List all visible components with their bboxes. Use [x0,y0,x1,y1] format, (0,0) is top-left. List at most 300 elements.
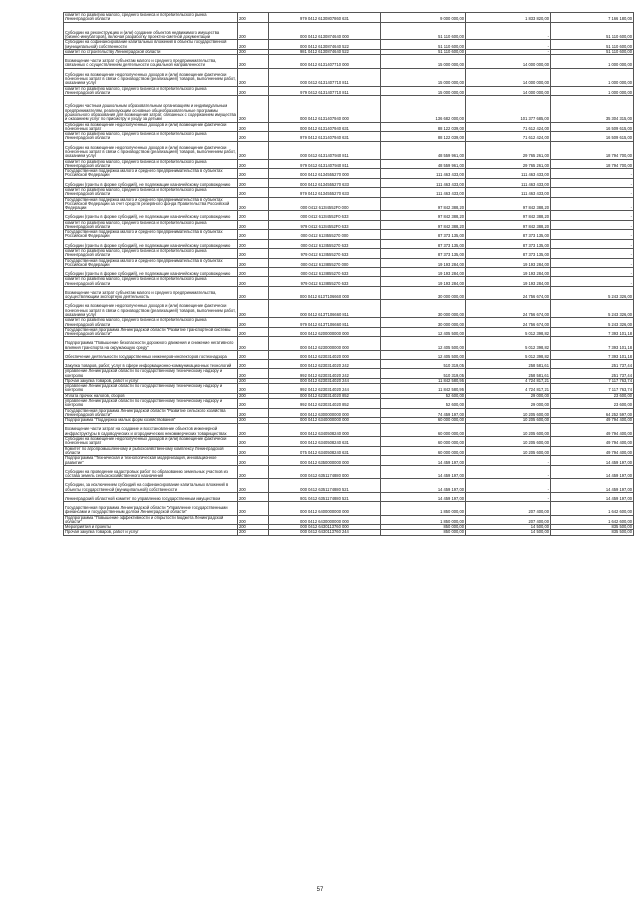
table-row [64,49,634,54]
row-code-cell: 200 [238,268,269,277]
executed-amount-cell: 111 463 433,00 [466,169,551,179]
table-row [64,132,634,142]
table-row [64,300,634,318]
budget-code-cell: 000 0412 613T106660 000 [269,286,381,300]
approved-amount-cell: 14 459 197,00 [381,479,466,493]
approved-amount-cell: 87 373 135,00 [381,230,466,240]
executed-amount-cell: 29 765 261,00 [466,159,551,169]
budget-code-cell: 000 0412 613T106660 811 [269,300,381,318]
budget-code-cell: 000 0412 6340000000 000 [269,418,381,423]
table-row [64,258,634,268]
row-code-cell: 200 [238,437,269,447]
unexecuted-amount-cell: 7 117 763,74 [551,378,634,383]
row-code-cell: 200 [238,13,269,23]
table-row [64,197,634,211]
executed-amount-cell: - [466,456,551,466]
executed-amount-cell: 71 612 424,00 [466,122,551,132]
unexecuted-amount-cell: 5 243 326,00 [551,286,634,300]
row-name-cell: Возмещение части затрат на создание и восстановление объектов инженерной инфраструктуры в садоводческих и огороднических некоммерческих товариществах [64,423,238,437]
row-code-cell: 200 [238,40,269,50]
approved-amount-cell: 88 122 039,00 [381,132,466,142]
budget-code-cell: 000 0412 6200000000 000 [269,327,381,337]
row-code-cell: 200 [238,384,269,394]
unexecuted-amount-cell: 1 642 600,00 [551,515,634,525]
row-name-cell: Субсидии на возмещение недополученных доходов и (или) возмещение фактически понесенных затрат в связи с производством (реализацией) товаров, выполнением работ, оказанием услуг [64,141,238,159]
executed-amount-cell: 5 012 398,82 [466,327,551,337]
row-name-cell: Субсидии (гранты в форме субсидий), не подлежащие казначейскому сопровождению [64,239,238,248]
approved-amount-cell: 111 463 433,00 [381,187,466,197]
budget-code-cell: 000 0412 6340508240 631 [269,437,381,447]
executed-amount-cell: 207 400,00 [466,502,551,516]
approved-amount-cell: 14 459 197,00 [381,492,466,501]
budget-code-cell: 979 0412 6130807860 631 [269,13,381,23]
row-name-cell: Государственная программа Ленинградской области "Развитие сельского хозяйства Ленинградской области" [64,408,238,418]
budget-code-cell: 992 0412 6230314020 244 [269,384,381,394]
row-name-cell: Субсидии (гранты в форме субсидий), не подлежащие казначейскому сопровождению [64,178,238,187]
row-name-cell: комитет по развитию малого, среднего бизнеса и потребительского рынка Ленинградской области [64,248,238,258]
row-name-cell: комитет по развитию малого, среднего бизнеса и потребительского рынка Ленинградской области [64,13,238,23]
executed-amount-cell: 1 833 820,00 [466,13,551,23]
table-row [64,230,634,240]
row-name-cell: Субсидии (гранты в форме субсидий), не подлежащие казначейскому сопровождению [64,211,238,220]
row-code-cell: 200 [238,68,269,86]
row-code-cell: 200 [238,248,269,258]
approved-amount-cell: 51 110 600,00 [381,49,466,54]
executed-amount-cell: 10 205 600,00 [466,423,551,437]
approved-amount-cell: 14 459 197,00 [381,456,466,466]
approved-amount-cell: 850 000,00 [381,525,466,530]
row-code-cell: 200 [238,159,269,169]
unexecuted-amount-cell: - [551,211,634,220]
table-row [64,220,634,230]
table-row [64,178,634,187]
unexecuted-amount-cell: 49 794 400,00 [551,418,634,423]
unexecuted-amount-cell: 35 304 315,00 [551,96,634,122]
table-row [64,456,634,466]
budget-code-cell: 000 0412 6230000000 000 [269,337,381,351]
row-name-cell: Подпрограмма "Поддержка малых форм хозяйствования" [64,418,238,423]
approved-amount-cell: 48 559 961,00 [381,141,466,159]
table-row [64,277,634,287]
row-code-cell: 200 [238,197,269,211]
table-row [64,465,634,479]
row-name-cell: комитет по развитию малого, среднего бизнеса и потребительского рынка Ленинградской области [64,132,238,142]
row-code-cell: 200 [238,22,269,40]
unexecuted-amount-cell: 14 459 197,00 [551,465,634,479]
approved-amount-cell: 510 319,05 [381,369,466,379]
row-name-cell: комитет по развитию малого, среднего бизнеса и потребительского рынка Ленинградской области [64,159,238,169]
unexecuted-amount-cell: 14 459 197,00 [551,479,634,493]
unexecuted-amount-cell: 251 737,44 [551,360,634,369]
row-name-cell: Подпрограмма "Техническая и технологическая модернизация, инновационное развитие" [64,456,238,466]
executed-amount-cell: 10 205 600,00 [466,437,551,447]
row-name-cell: Субсидии частным дошкольным образовательным организациям и индивидуальным предпринимателям, реализующим основные общеобразовательные программы дошкольного образования для возмещения затрат, связанных с содержанием имущества и оказанием услуг по присмотру и уходу за детьми [64,96,238,122]
table-row [64,141,634,159]
row-code-cell: 200 [238,211,269,220]
budget-code-cell: 981 0412 6130874640 522 [269,49,381,54]
approved-amount-cell: 30 000 000,00 [381,318,466,328]
table-row [64,369,634,379]
approved-amount-cell: 136 682 000,00 [381,96,466,122]
budget-code-cell: 000 0412 6131407940 811 [269,141,381,159]
executed-amount-cell: 5 012 398,82 [466,337,551,351]
row-name-cell: комитет по развитию малого, среднего бизнеса и потребительского рынка Ленинградской области [64,86,238,96]
row-code-cell: 200 [238,350,269,359]
executed-amount-cell: 14 500,00 [466,525,551,530]
unexecuted-amount-cell: 16 509 615,00 [551,132,634,142]
table-row [64,96,634,122]
table-row [64,239,634,248]
table-row [64,40,634,50]
row-code-cell: 200 [238,169,269,179]
table-row [64,169,634,179]
executed-amount-cell: - [466,22,551,40]
row-name-cell: Государственная поддержка малого и среднего предпринимательства в субъектах Российской Федерации [64,169,238,179]
row-code-cell: 200 [238,393,269,398]
budget-code-cell: 000 0412 6351174880 521 [269,479,381,493]
approved-amount-cell: 19 193 284,00 [381,258,466,268]
approved-amount-cell: 51 110 600,00 [381,22,466,40]
row-name-cell: Субсидии на возмещение недополученных доходов и (или) возмещение фактически понесенных затрат [64,437,238,447]
table-row [64,399,634,409]
row-name-cell: Субсидии на реконструкцию и (или) создание объектов недвижимого имущества (бизнес-инкубаторов), включая разработку проектно-сметной документации [64,22,238,40]
row-name-cell: Субсидии на возмещение недополученных доходов и (или) возмещение фактически понесенных затрат в связи с производством (реализацией) товаров, выполнением работ, оказанием услуг [64,68,238,86]
executed-amount-cell: 258 581,61 [466,369,551,379]
budget-code-cell: 000 0412 613I4552F0 633 [269,211,381,220]
approved-amount-cell: 15 000 000,00 [381,86,466,96]
approved-amount-cell: 14 459 197,00 [381,465,466,479]
approved-amount-cell: 510 319,05 [381,360,466,369]
table-row [64,187,634,197]
executed-amount-cell: 258 581,61 [466,360,551,369]
executed-amount-cell: 87 373 135,00 [466,239,551,248]
budget-code-cell: 979 0412 613T106660 811 [269,318,381,328]
table-row [64,408,634,418]
row-code-cell: 200 [238,465,269,479]
row-code-cell: 200 [238,525,269,530]
unexecuted-amount-cell: - [551,187,634,197]
table-row [64,286,634,300]
budget-code-cell: 000 0412 6131407710 811 [269,68,381,86]
unexecuted-amount-cell: 51 110 600,00 [551,40,634,50]
executed-amount-cell: 4 724 817,21 [466,384,551,394]
row-code-cell: 200 [238,96,269,122]
row-code-cell: 200 [238,258,269,268]
executed-amount-cell: - [466,465,551,479]
unexecuted-amount-cell: 1 000 000,00 [551,86,634,96]
table-row [64,268,634,277]
row-code-cell: 200 [238,456,269,466]
row-code-cell: 200 [238,277,269,287]
budget-code-cell: 979 0412 613I855270 633 [269,277,381,287]
unexecuted-amount-cell: 5 243 326,00 [551,318,634,328]
row-code-cell: 200 [238,360,269,369]
table-row [64,337,634,351]
executed-amount-cell: 29 000,00 [466,399,551,409]
row-name-cell: Закупка товаров, работ, услуг в сфере информационно-коммуникационных технологий [64,360,238,369]
approved-amount-cell: 11 842 580,95 [381,384,466,394]
approved-amount-cell: 30 000 000,00 [381,300,466,318]
executed-amount-cell: 29 000,00 [466,393,551,398]
executed-amount-cell: 97 842 388,20 [466,220,551,230]
unexecuted-amount-cell: 64 252 597,00 [551,408,634,418]
table-row [64,318,634,328]
approved-amount-cell: 52 600,00 [381,393,466,398]
row-name-cell: управление Ленинградской области по государственному техническому надзору и контролю [64,369,238,379]
approved-amount-cell: 97 842 388,20 [381,220,466,230]
approved-amount-cell: 60 000 000,00 [381,418,466,423]
budget-code-cell: 000 0412 6134555270 000 [269,169,381,179]
approved-amount-cell: 1 850 000,00 [381,515,466,525]
budget-code-cell: 000 0412 6300000000 000 [269,408,381,418]
table-row [64,515,634,525]
row-code-cell: 200 [238,492,269,501]
row-code-cell: 200 [238,122,269,132]
unexecuted-amount-cell: - [551,169,634,179]
budget-code-cell: 979 0412 6131407940 811 [269,159,381,169]
unexecuted-amount-cell: - [551,268,634,277]
budget-code-cell: 000 0412 6230314020 852 [269,393,381,398]
row-code-cell: 200 [238,378,269,383]
row-name-cell: Подпрограмма "Повышение эффективности и открытости бюджета Ленинградской области" [64,515,238,525]
row-code-cell: 200 [238,55,269,69]
row-name-cell: Субсидии на проведение кадастровых работ по образованию земельных участков из состава земель сельскохозяйственного назначения [64,465,238,479]
executed-amount-cell: 207 400,00 [466,515,551,525]
row-code-cell: 200 [238,141,269,159]
row-name-cell: Государственная поддержка малого и среднего предпринимательства в субъектах Российской Федерации [64,258,238,268]
budget-code-cell: 000 0412 613I855270 633 [269,268,381,277]
approved-amount-cell: 48 559 961,00 [381,159,466,169]
table-row [64,360,634,369]
budget-code-cell: 000 0412 6130874640 000 [269,22,381,40]
row-code-cell: 200 [238,479,269,493]
row-name-cell: Субсидии (гранты в форме субсидий), не подлежащие казначейскому сопровождению [64,268,238,277]
row-name-cell: Обеспечение деятельности государственных инженеров-инспекторов гостехнадзора [64,350,238,359]
budget-code-cell: 979 0412 6134555270 633 [269,187,381,197]
executed-amount-cell: 29 765 261,00 [466,141,551,159]
budget-code-cell: 000 0412 6430113760 000 [269,525,381,530]
executed-amount-cell: - [466,492,551,501]
row-code-cell: 200 [238,220,269,230]
approved-amount-cell: 15 000 000,00 [381,68,466,86]
row-code-cell: 200 [238,49,269,54]
unexecuted-amount-cell: 1 642 600,00 [551,502,634,516]
executed-amount-cell: - [466,479,551,493]
page-number: 57 [316,887,324,893]
budget-code-cell: 000 0412 6340508240 000 [269,423,381,437]
table-row [64,22,634,40]
unexecuted-amount-cell: 7 393 101,18 [551,350,634,359]
row-code-cell: 200 [238,408,269,418]
approved-amount-cell: 87 373 135,00 [381,239,466,248]
approved-amount-cell: 51 110 600,00 [381,40,466,50]
executed-amount-cell: 10 205 600,00 [466,408,551,418]
unexecuted-amount-cell: 49 794 400,00 [551,437,634,447]
approved-amount-cell: 19 193 284,00 [381,268,466,277]
unexecuted-amount-cell: 1 000 000,00 [551,68,634,86]
unexecuted-amount-cell: 16 509 615,00 [551,122,634,132]
executed-amount-cell: 97 842 388,20 [466,211,551,220]
budget-code-cell: 000 0412 6400000000 000 [269,502,381,516]
budget-code-cell: 000 0412 6131407940 631 [269,122,381,132]
executed-amount-cell: 14 500,00 [466,530,551,535]
approved-amount-cell: 60 000 000,00 [381,423,466,437]
row-code-cell: 200 [238,327,269,337]
row-name-cell: Государственная поддержка малого и среднего предпринимательства в субъектах Российской Федерации за счет средств резервного фонда Правительства Российской Федерации [64,197,238,211]
row-name-cell: комитет по развитию малого, среднего бизнеса и потребительского рынка Ленинградской области [64,318,238,328]
executed-amount-cell: 24 756 674,00 [466,318,551,328]
table-row [64,68,634,86]
executed-amount-cell: 24 756 674,00 [466,300,551,318]
unexecuted-amount-cell: 23 600,00 [551,399,634,409]
executed-amount-cell: 71 612 424,00 [466,132,551,142]
unexecuted-amount-cell: 1 000 000,00 [551,55,634,69]
row-code-cell: 200 [238,369,269,379]
approved-amount-cell: 15 000 000,00 [381,55,466,69]
executed-amount-cell: 4 724 817,21 [466,378,551,383]
row-code-cell: 200 [238,502,269,516]
unexecuted-amount-cell: 7 117 763,74 [551,384,634,394]
row-code-cell: 200 [238,446,269,456]
approved-amount-cell: 12 405 500,00 [381,337,466,351]
unexecuted-amount-cell: - [551,220,634,230]
unexecuted-amount-cell: 835 500,00 [551,525,634,530]
executed-amount-cell: 97 842 388,20 [466,197,551,211]
row-code-cell: 200 [238,132,269,142]
table-row [64,423,634,437]
unexecuted-amount-cell: 49 794 400,00 [551,446,634,456]
budget-code-cell: 000 0412 613I555270 000 [269,230,381,240]
row-name-cell: Субсидии, за исключением субсидий на софинансирование капитальных вложений в объекты государственной (муниципальной) собственности [64,479,238,493]
approved-amount-cell: 111 463 433,00 [381,169,466,179]
row-name-cell: Возмещение части затрат субъектам малого и среднего предпринимательства, связанных с осуществлением деятельности социальной направленности [64,55,238,69]
row-code-cell: 200 [238,337,269,351]
table-row [64,437,634,447]
row-name-cell: Комитет по агропромышленному и рыбохозяйственному комплексу Ленинградской области [64,446,238,456]
table-row [64,159,634,169]
row-name-cell: комитет по развитию малого, среднего бизнеса и потребительского рынка Ленинградской области [64,220,238,230]
budget-code-cell: 000 0412 613I4552F0 000 [269,197,381,211]
approved-amount-cell: 19 193 284,00 [381,277,466,287]
row-code-cell: 200 [238,423,269,437]
row-name-cell: комитет по развитию малого, среднего бизнеса и потребительского рынка Ленинградской области [64,187,238,197]
row-code-cell: 200 [238,230,269,240]
executed-amount-cell: 10 205 600,00 [466,418,551,423]
executed-amount-cell: 14 000 000,00 [466,55,551,69]
executed-amount-cell: 101 377 685,00 [466,96,551,122]
table-row [64,350,634,359]
unexecuted-amount-cell: - [551,178,634,187]
table-row [64,418,634,423]
budget-code-cell: 979 0412 6131407710 811 [269,86,381,96]
unexecuted-amount-cell: 7 393 101,18 [551,327,634,337]
approved-amount-cell: 1 850 000,00 [381,502,466,516]
table-row [64,502,634,516]
budget-code-cell: 000 0412 6230314020 000 [269,350,381,359]
budget-code-cell: 000 0412 6134555270 633 [269,178,381,187]
unexecuted-amount-cell: - [551,277,634,287]
row-name-cell: Ленинградский областной комитет по управлению государственным имуществом [64,492,238,501]
budget-code-cell: 000 0412 6131407940 000 [269,96,381,122]
budget-code-cell: 000 0412 613I555270 633 [269,239,381,248]
table-row [64,530,634,535]
executed-amount-cell: 87 373 135,00 [466,230,551,240]
approved-amount-cell: 12 405 500,00 [381,327,466,337]
approved-amount-cell: 60 000 000,00 [381,437,466,447]
executed-amount-cell: - [466,40,551,50]
budget-code-cell: 979 0412 613I4552F0 633 [269,220,381,230]
table-row [64,13,634,23]
unexecuted-amount-cell: - [551,258,634,268]
unexecuted-amount-cell: 23 600,00 [551,393,634,398]
row-name-cell: комитет по развитию малого, среднего бизнеса и потребительского рынка Ленинградской области [64,277,238,287]
row-code-cell: 200 [238,239,269,248]
row-code-cell: 200 [238,300,269,318]
unexecuted-amount-cell: 18 794 700,00 [551,141,634,159]
approved-amount-cell: 97 842 388,20 [381,197,466,211]
budget-code-cell: 801 0412 6351174880 521 [269,492,381,501]
budget-code-cell: 992 0412 6230314020 242 [269,369,381,379]
approved-amount-cell: 30 000 000,00 [381,286,466,300]
approved-amount-cell: 111 463 433,00 [381,178,466,187]
approved-amount-cell: 88 122 039,00 [381,122,466,132]
row-name-cell: Мероприятия и проекты [64,525,238,530]
budget-code-cell: 000 0412 6430000000 000 [269,515,381,525]
table-row [64,211,634,220]
executed-amount-cell: 111 463 433,00 [466,178,551,187]
approved-amount-cell: 12 405 500,00 [381,350,466,359]
executed-amount-cell: 19 193 284,00 [466,268,551,277]
table-row [64,122,634,132]
table-row [64,248,634,258]
row-name-cell: Прочая закупка товаров, работ и услуг [64,530,238,535]
executed-amount-cell: 87 373 135,00 [466,248,551,258]
table-row [64,479,634,493]
row-code-cell: 200 [238,86,269,96]
executed-amount-cell: 5 012 398,82 [466,350,551,359]
unexecuted-amount-cell: 14 459 197,00 [551,492,634,501]
budget-code-cell: 000 0412 6131407710 000 [269,55,381,69]
approved-amount-cell: 87 373 135,00 [381,248,466,258]
table-row [64,86,634,96]
unexecuted-amount-cell: 18 794 700,00 [551,159,634,169]
executed-amount-cell: 10 205 600,00 [466,446,551,456]
budget-code-cell: 000 0412 6430113760 244 [269,530,381,535]
unexecuted-amount-cell: 51 110 600,00 [551,22,634,40]
unexecuted-amount-cell: - [551,197,634,211]
executed-amount-cell: 19 193 284,00 [466,277,551,287]
row-name-cell: Субсидии на возмещение недополученных доходов и (или) возмещение фактически понесенных затрат в связи с производством (реализацией) товаров, выполнением работ, оказанием услуг [64,300,238,318]
budget-code-cell: 000 0412 6351174880 000 [269,465,381,479]
budget-code-cell: 000 0412 6350000000 000 [269,456,381,466]
unexecuted-amount-cell: 5 243 326,00 [551,300,634,318]
unexecuted-amount-cell: 251 737,44 [551,369,634,379]
row-code-cell: 200 [238,515,269,525]
row-name-cell: Подпрограмма "Повышение безопасности дорожного движения и снижение негативного влияния транспорта на окружающую среду" [64,337,238,351]
unexecuted-amount-cell: - [551,239,634,248]
budget-code-cell: 000 0412 6230314020 242 [269,360,381,369]
approved-amount-cell: 52 600,00 [381,399,466,409]
row-name-cell: Возмещение части затрат субъектам малого и среднего предпринимательства, осуществляющим экспортную деятельность [64,286,238,300]
row-name-cell: комитет по строительству Ленинградской области [64,49,238,54]
row-name-cell: Государственная поддержка малого и среднего предпринимательства в субъектах Российской Федерации [64,230,238,240]
row-name-cell: Уплата прочих налогов, сборов [64,393,238,398]
unexecuted-amount-cell: 49 794 400,00 [551,423,634,437]
row-name-cell: Субсидии на софинансирование капитальных вложений в объекты государственной (муниципальной) собственности [64,40,238,50]
approved-amount-cell: 850 000,00 [381,530,466,535]
budget-code-cell: 000 0412 613I855270 000 [269,258,381,268]
executed-amount-cell: 111 463 433,00 [466,187,551,197]
